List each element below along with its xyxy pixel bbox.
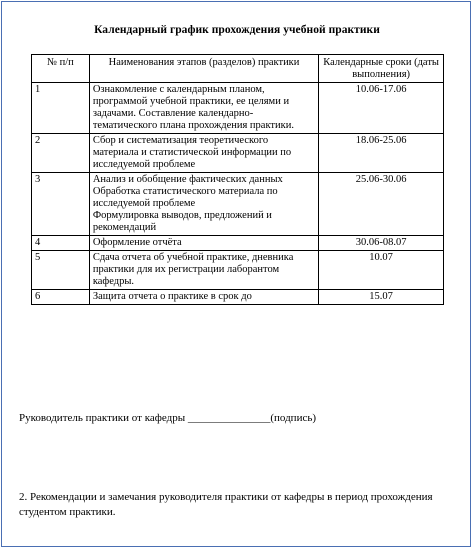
stage-line: Оформление отчёта bbox=[92, 237, 182, 248]
table-row bbox=[32, 83, 444, 134]
stage-dates: 30.06-08.07 bbox=[319, 236, 444, 251]
stage-dates: 10.07 bbox=[319, 251, 444, 290]
row-number: 6 bbox=[32, 290, 90, 305]
stage-line: Анализ и обобщение фактических данных bbox=[92, 174, 283, 185]
stage-line: Ознакомление с календарным планом, программой учебной практики, ее целями и задачами. Составление календарно-тематического плана прохождения практики. bbox=[92, 84, 294, 131]
header-dates: Календарные сроки (даты выполнения) bbox=[319, 55, 444, 83]
stage-dates: 25.06-30.06 bbox=[319, 173, 444, 236]
table-row bbox=[32, 251, 444, 290]
document-title: Календарный график прохождения учебной практики bbox=[94, 24, 380, 36]
stage-name bbox=[89, 251, 318, 290]
header-stage: Наименования этапов (разделов) практики bbox=[89, 55, 318, 83]
stage-name bbox=[89, 134, 318, 173]
table-row bbox=[32, 290, 444, 305]
table-body bbox=[32, 83, 444, 305]
stage-line: Обработка статистического материала по исследуемой проблеме bbox=[92, 186, 278, 209]
stage-name bbox=[89, 236, 318, 251]
schedule-table bbox=[31, 54, 444, 305]
stage-name bbox=[89, 173, 318, 236]
stage-line: Защита отчета о практике в срок до bbox=[92, 291, 252, 302]
stage-line: Сдача отчета об учебной практике, дневника практики для их регистрации лаборантом кафедры. bbox=[92, 252, 294, 287]
row-number: 2 bbox=[32, 134, 90, 173]
supervisor-signature-line: Руководитель практики от кафедры _______________(подпись) bbox=[19, 412, 317, 424]
row-number: 3 bbox=[32, 173, 90, 236]
header-num: № п/п bbox=[32, 55, 90, 83]
recommendations-section: 2. Рекомендации и замечания руководителя практики от кафедры в период прохождения студентом практики. bbox=[19, 491, 433, 518]
row-number: 5 bbox=[32, 251, 90, 290]
stage-name bbox=[89, 290, 318, 305]
stage-dates: 18.06-25.06 bbox=[319, 134, 444, 173]
table-row bbox=[32, 173, 444, 236]
stage-line: Формулировка выводов, предложений и рекомендаций bbox=[92, 210, 272, 233]
table-row bbox=[32, 236, 444, 251]
stage-dates: 15.07 bbox=[319, 290, 444, 305]
stage-line: Сбор и систематизация теоретического материала и статистической информации по исследуемой проблеме bbox=[92, 135, 292, 170]
row-number: 1 bbox=[32, 83, 90, 134]
stage-name bbox=[89, 83, 318, 134]
table-header-row bbox=[32, 55, 444, 83]
stage-dates: 10.06-17.06 bbox=[319, 83, 444, 134]
table-row bbox=[32, 134, 444, 173]
row-number: 4 bbox=[32, 236, 90, 251]
